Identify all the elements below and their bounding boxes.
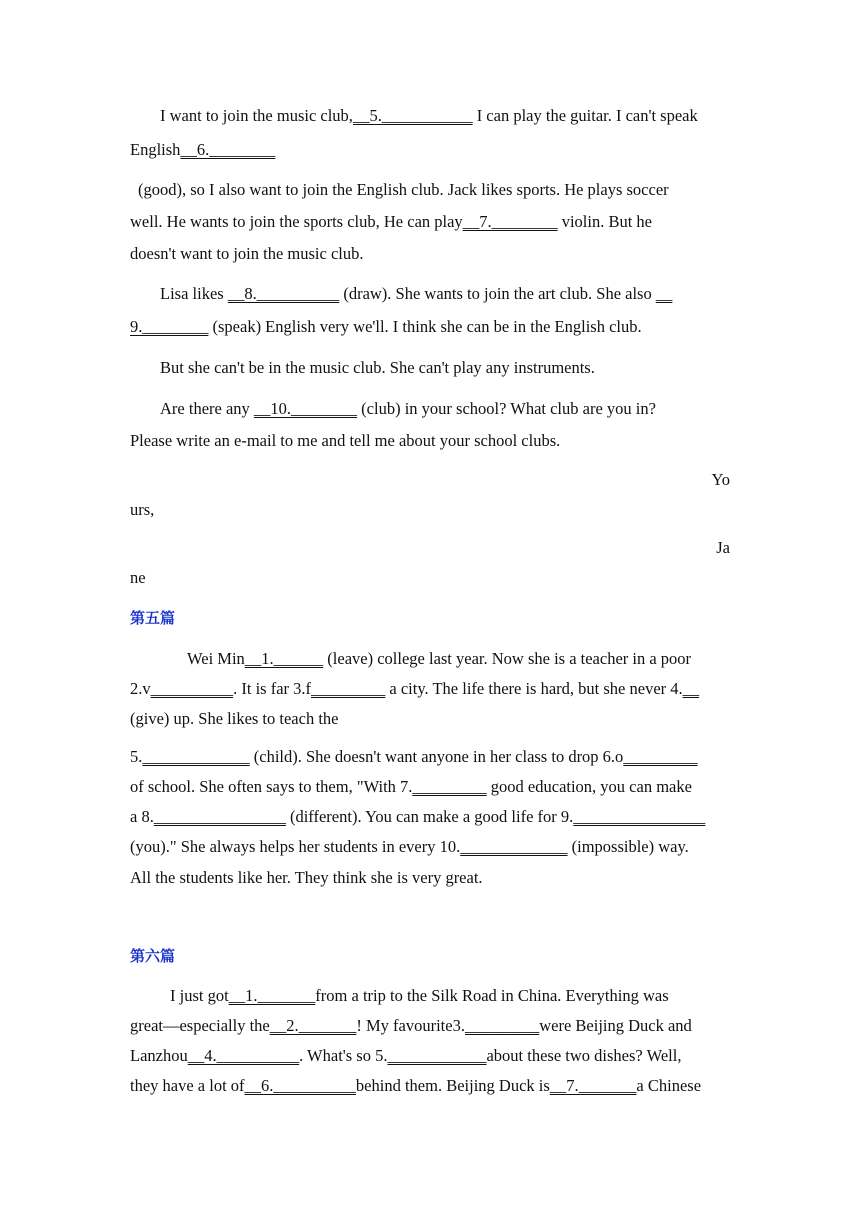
- answer-blank[interactable]: __10.________: [253, 399, 358, 418]
- text: they have a lot of: [130, 1076, 245, 1095]
- text-line: [130, 1046, 730, 1066]
- answer-blank[interactable]: _____________: [142, 747, 250, 766]
- answer-blank[interactable]: __7._______: [549, 1076, 637, 1095]
- signature-line: [130, 538, 730, 558]
- text-line: [130, 868, 730, 888]
- text-line: [130, 807, 730, 827]
- text: urs,: [130, 500, 155, 519]
- text: I just got: [170, 986, 229, 1005]
- text: Lanzhou: [130, 1046, 188, 1065]
- text-line: [130, 777, 730, 797]
- text: (child). She doesn't want anyone in her class to drop 6.o: [249, 747, 624, 766]
- answer-blank[interactable]: _________: [311, 679, 386, 698]
- answer-blank[interactable]: __7.________: [462, 212, 558, 231]
- text: (impossible) way.: [567, 837, 689, 856]
- text: All the students like her. They think she is very great.: [130, 868, 483, 887]
- text: . It is far 3.f: [233, 679, 312, 698]
- text: Please write an e-mail to me and tell me about your school clubs.: [130, 431, 561, 450]
- answer-blank[interactable]: 9.________: [130, 317, 209, 336]
- text-line: [138, 180, 730, 200]
- answer-blank[interactable]: ____________: [387, 1046, 487, 1065]
- answer-blank[interactable]: __6.________: [180, 140, 276, 159]
- text: a city. The life there is hard, but she never 4.: [385, 679, 683, 698]
- text: doesn't want to join the music club.: [130, 244, 364, 263]
- text-line: [130, 747, 730, 767]
- text-line: [130, 212, 730, 232]
- text-line: [160, 399, 730, 419]
- text: great—especially the: [130, 1016, 270, 1035]
- answer-blank[interactable]: _________: [412, 777, 487, 796]
- text: good education, you can make: [486, 777, 692, 796]
- text-line: [130, 431, 730, 451]
- text: I want to join the music club,: [160, 106, 353, 125]
- answer-blank[interactable]: __: [682, 679, 700, 698]
- text: (you)." She always helps her students in every 10.: [130, 837, 461, 856]
- answer-blank[interactable]: __8.__________: [227, 284, 340, 303]
- text: But she can't be in the music club. She can't play any instruments.: [160, 358, 595, 377]
- answer-blank[interactable]: __6.__________: [244, 1076, 356, 1095]
- text: Ja: [716, 538, 730, 557]
- answer-blank[interactable]: __: [655, 284, 673, 303]
- text-line: [130, 1076, 730, 1096]
- text-line: [187, 649, 730, 669]
- signature-line: [130, 568, 730, 588]
- section-heading: 第六篇: [130, 947, 176, 965]
- text-line: [130, 709, 730, 729]
- text: from a trip to the Silk Road in China. Everything was: [315, 986, 669, 1005]
- text: 5.: [130, 747, 143, 766]
- text: were Beijing Duck and: [539, 1016, 692, 1035]
- text-line: [170, 986, 730, 1006]
- text: violin. But he: [557, 212, 652, 231]
- text-line: [130, 317, 730, 337]
- text-line: [130, 140, 730, 160]
- text: I can play the guitar. I can't speak: [472, 106, 698, 125]
- section-heading: 第五篇: [130, 609, 176, 627]
- text: Wei Min: [187, 649, 245, 668]
- text-line: [130, 1016, 730, 1036]
- text: (draw). She wants to join the art club. She also: [339, 284, 656, 303]
- text: Lisa likes: [160, 284, 228, 303]
- text: a Chinese: [636, 1076, 702, 1095]
- text-line: [130, 244, 730, 264]
- text: well. He wants to join the sports club, He can play: [130, 212, 463, 231]
- text: (speak) English very we'll. I think she can be in the English club.: [208, 317, 642, 336]
- answer-blank[interactable]: _________: [464, 1016, 540, 1035]
- answer-blank[interactable]: __5.___________: [352, 106, 473, 125]
- text: (give) up. She likes to teach the: [130, 709, 339, 728]
- text: Are there any: [160, 399, 254, 418]
- text: (club) in your school? What club are you in?: [357, 399, 656, 418]
- text-line: [160, 284, 730, 304]
- answer-blank[interactable]: __1.______: [244, 649, 324, 668]
- closing-line: [130, 470, 730, 490]
- text: about these two dishes? Well,: [486, 1046, 682, 1065]
- text: Yo: [711, 470, 730, 489]
- answer-blank[interactable]: ________________: [573, 807, 706, 826]
- answer-blank[interactable]: __1._______: [228, 986, 316, 1005]
- closing-line: [130, 500, 730, 520]
- text: (leave) college last year. Now she is a teacher in a poor: [323, 649, 692, 668]
- text: (different). You can make a good life for 9.: [285, 807, 574, 826]
- text: a 8.: [130, 807, 154, 826]
- text-line: [160, 358, 730, 378]
- text-line: [160, 106, 730, 126]
- text-line: [130, 679, 730, 699]
- text: behind them. Beijing Duck is: [355, 1076, 550, 1095]
- answer-blank[interactable]: _____________: [460, 837, 568, 856]
- text: English: [130, 140, 181, 159]
- text: (good), so I also want to join the English club. Jack likes sports. He plays soccer: [138, 180, 669, 199]
- text: 2.v: [130, 679, 151, 698]
- answer-blank[interactable]: __2._______: [269, 1016, 357, 1035]
- answer-blank[interactable]: ________________: [153, 807, 286, 826]
- text: of school. She often says to them, "With 7.: [130, 777, 413, 796]
- answer-blank[interactable]: __4.__________: [187, 1046, 300, 1065]
- text: . What's so 5.: [299, 1046, 388, 1065]
- answer-blank[interactable]: _________: [623, 747, 698, 766]
- answer-blank[interactable]: __________: [150, 679, 234, 698]
- text: ! My favourite3.: [356, 1016, 465, 1035]
- text-line: [130, 837, 730, 857]
- text: ne: [130, 568, 146, 587]
